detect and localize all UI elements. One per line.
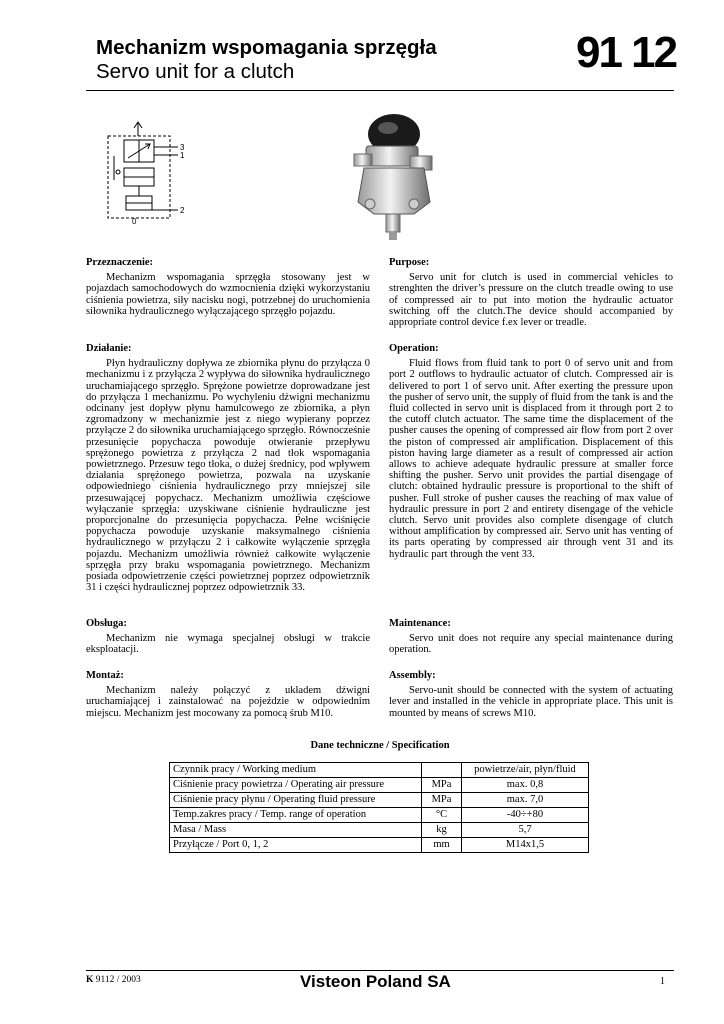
spec-param: Czynnik pracy / Working medium [170, 763, 422, 778]
section-heading: Maintenance: [389, 618, 451, 629]
section-heading: Obsługa: [86, 618, 127, 629]
section-heading: Purpose: [389, 257, 430, 268]
section-heading: Assembly: [389, 670, 436, 681]
spec-value: powietrze/air, płyn/fluid [462, 763, 589, 778]
spec-value: 5,7 [462, 823, 589, 838]
table-row [170, 838, 589, 853]
spec-param: Temp.zakres pracy / Temp. range of operation [170, 808, 422, 823]
table-row [170, 823, 589, 838]
page-subtitle: Servo unit for a clutch [96, 60, 295, 83]
section-text: Servo-unit should be connected with the system of actuating lever and installed in the vehicle in appropriate place. This unit is mounted by means of screws M10. [389, 685, 673, 719]
section-maintenance [389, 618, 673, 656]
section-operation [389, 343, 673, 560]
section-assembly [389, 670, 673, 719]
section-obsluga [86, 618, 370, 656]
section-text: Mechanizm nie wymaga specjalnej obsługi w trakcie eksploatacji. [86, 633, 370, 656]
document-code-number: 9112 / 2003 [95, 975, 141, 985]
spec-param: Przyłącze / Port 0, 1, 2 [170, 838, 422, 853]
page-number: 1 [660, 976, 665, 987]
section-text: Płyn hydrauliczny dopływa ze zbiornika płynu do przyłącza 0 mechanizmu i z przyłącza 2 wypływa do siłownika hydraulicznego uruchamiającego sprzęgło. Sprężone powietrze doprowadzane jest do przyłącza 1 mechanizmu. Po wychyleniu dźwigni mechanizmu odcinany jest dopływ płynu hamulcowego ze zbiornika, a płyn zgromadzony w mechanizmie jest z niego wypierany poprzez przyłącze 2 do siłownika uruchamiającego sprzęgło. Równocześnie przesunięcie popychacza powoduje otwieranie przepływu sprężonego powietrza z przyłącza 2 nad tłok wspomagania powietrznego. Przesuw tego tłoka, o dużej średnicy, pod wpływem działania sprężonego powietrza, pozwala na uzyskanie odpowiedniego ciśnienia hydraulicznego przy mniejszej sile przesuwającej popychacz. Mechanizm umożliwia częściowe wyłączanie sprzęgła: uzyskiwane ciśnienie hydrauliczne jest proporcjonalne do przesunięcia popychacza. Pełne wciśnięcie popychacza powoduje uzyskanie maksymalnego ciśnienia hydraulicznego w przyłączu 2 i całkowite wyłączenie sprzęgła pojazdu. Mechanizm umożliwia również całkowite wyłączenie sprzęgła przy braku wspomagania powietrznego. Mechanizm posiada odpowietrzenie części powietrznej poprzez odpowietrznik 31 i części hydraulicznej poprzez odpowietrznik 33. [86, 358, 370, 594]
document-code [86, 975, 141, 985]
diagram-port-label: 0 [132, 217, 137, 226]
company-name: Visteon Poland SA [300, 972, 451, 991]
spec-unit: mm [422, 838, 462, 853]
header-divider [86, 90, 674, 91]
spec-value: max. 7,0 [462, 793, 589, 808]
spec-table [169, 762, 589, 853]
spec-unit: kg [422, 823, 462, 838]
product-photo [344, 106, 438, 242]
section-text: Mechanizm wspomagania sprzęgła stosowany jest w pojazdach samochodowych do wzmocnienia dzięki wykorzystaniu ciśnienia powietrza, siły nacisku nogi, potrzebnej do uruchomienia siłownika hydraulicznego wyłączającego sprzęgło pojazdu. [86, 272, 370, 317]
diagram-port-label: 3 [180, 143, 185, 152]
document-code-letter: K [86, 975, 94, 985]
section-text: Mechanizm należy połączyć z układem dźwigni uruchamiającej i zainstalować na pojeździe w odpowiednim miejscu. Mechanizm jest mocowany za pomocą śrub M10. [86, 685, 370, 719]
table-row [170, 763, 589, 778]
spec-title: Dane techniczne / Specification [310, 740, 450, 751]
footer-divider [86, 970, 674, 971]
section-heading: Przeznaczenie: [86, 257, 154, 268]
catalog-number: 91 12 [576, 28, 677, 77]
diagram-port-label: 2 [180, 206, 185, 215]
table-row [170, 793, 589, 808]
section-dzialanie [86, 343, 370, 593]
section-heading: Montaż: [86, 670, 124, 681]
diagram-port-label: 1 [180, 151, 185, 160]
table-row [170, 808, 589, 823]
section-text: Servo unit for clutch is used in commercial vehicles to strenghten the driver’s pressure on the clutch treadle owing to use of compressed air to put into motion the hydraulic actuator switching off the clutch.The device should accompanied by appropriate control device f.ex lever or treadle. [389, 272, 673, 329]
section-montaz [86, 670, 370, 719]
spec-unit [422, 763, 462, 778]
section-heading: Działanie: [86, 343, 132, 354]
spec-param: Ciśnienie pracy płynu / Operating fluid pressure [170, 793, 422, 808]
section-purpose [389, 257, 673, 328]
table-row [170, 778, 589, 793]
spec-unit: MPa [422, 778, 462, 793]
section-text: Fluid flows from fluid tank to port 0 of servo unit and from port 2 outflows to hydraulic actuator of clutch. Compressed air is delivered to port 1 of servo unit. After exerting the pressure upon the pusher of servo unit, the supply of fluid from the tank is and the fluid collected in servo unit is displaced from it through port 2 to the cutoff clutch actuator. The same time the displacement of the pusher causes the opening of compressed air flow from port 2 over the piston of compressed air amplification. Displacement of this piston having large diameter as a result of compressed air action allows to achieve adequate hydraulic pressure at smaller force shifting the pusher. Servo unit provides the partial disengage of clutch: obtained hydraulic pressure is proportional to the shift of pusher. Full stroke of pusher causes the reaching of max value of hydraulic pressure in port 2 and entirety disengage of the vehicle clutch. Servo unit provides also complete disengage of clutch without amplification by compressed air. Servo unit has venting of its parts operating by compressed air through vent 31 and its hydraulic part through the vent 33. [389, 358, 673, 560]
section-heading: Operation: [389, 343, 439, 354]
spec-value: max. 0,8 [462, 778, 589, 793]
spec-unit: °C [422, 808, 462, 823]
schematic-diagram [96, 118, 192, 230]
section-text: Servo unit does not require any special maintenance during operation. [389, 633, 673, 656]
spec-param: Masa / Mass [170, 823, 422, 838]
page-title: Mechanizm wspomagania sprzęgła [96, 36, 437, 59]
spec-param: Ciśnienie pracy powietrza / Operating air pressure [170, 778, 422, 793]
spec-value: M14x1,5 [462, 838, 589, 853]
spec-value: -40÷+80 [462, 808, 589, 823]
section-przeznaczenie [86, 257, 370, 317]
spec-unit: MPa [422, 793, 462, 808]
